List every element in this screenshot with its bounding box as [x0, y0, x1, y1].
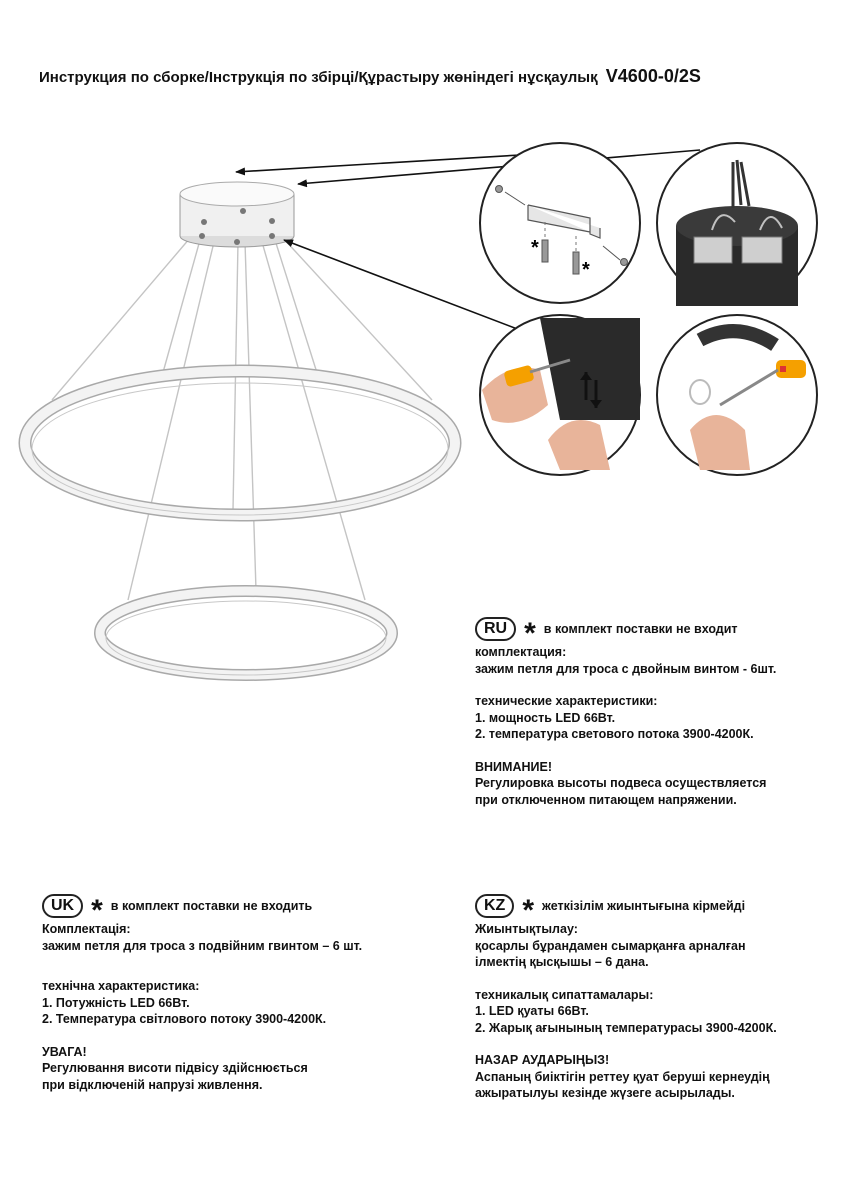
kz-spec-1: 1. LED қуаты 66Вт.: [475, 1004, 589, 1018]
ceiling-canopy: [180, 182, 294, 247]
ru-spec-2: 2. температура светового потока 3900-4200К.: [475, 727, 754, 741]
kz-spec-label: техникалық сипаттамалары:: [475, 987, 654, 1002]
detail-circle-driver: [657, 143, 817, 306]
uk-warn-1: Регулювання висоти підвісу здійснюється: [42, 1061, 308, 1075]
detail-circle-bracket: [480, 143, 640, 303]
uk-section: [42, 893, 362, 1093]
kz-kit-1: қосарлы бұрандамен сымарқанға арналған: [475, 938, 746, 953]
detail-circle-cable-loop: [657, 315, 817, 475]
bracket-star-1: *: [531, 237, 539, 259]
kz-warn-label: НАЗАР АУДАРЫҢЫЗ!: [475, 1053, 610, 1067]
ru-spec-label: технические характеристики:: [475, 694, 658, 708]
ru-note: в комплект поставки не входит: [543, 621, 738, 636]
kz-kit-2: ілмектің қысқышы – 6 дана.: [475, 955, 649, 969]
uk-star: *: [91, 894, 103, 927]
ru-star: *: [524, 617, 536, 650]
kz-warn-2: ажыратылуы кезінде жүзеге асырылады.: [475, 1086, 735, 1100]
ru-warn-1: Регулировка высоты подвеса осуществляется: [475, 776, 767, 790]
uk-spec-2: 2. Температура світлового потоку 3900-4200К.: [42, 1012, 327, 1026]
bracket-star-2: *: [582, 259, 590, 281]
uk-kit-label: Комплектація:: [42, 922, 131, 936]
kz-badge: KZ: [475, 894, 514, 918]
uk-warn-2: при відключеній напрузі живлення.: [42, 1077, 263, 1092]
kz-spec-2: 2. Жарық ағынының температурасы 3900-4200К.: [475, 1020, 777, 1035]
ru-spec-1: 1. мощность LED 66Вт.: [475, 710, 616, 725]
uk-spec-1: 1. Потужність LED 66Вт.: [42, 995, 190, 1010]
suspension-cables: [52, 238, 432, 600]
uk-note: в комплект поставки не входить: [110, 898, 313, 913]
uk-warn-label: УВАГА!: [42, 1044, 87, 1059]
uk-badge: UK: [42, 894, 83, 918]
kz-kit-label: Жиынтықтылау:: [475, 922, 578, 936]
model-number: V4600-0/2S: [605, 66, 701, 86]
ru-warn-2: при отключенном питающем напряжении.: [475, 792, 737, 807]
small-led-ring: [100, 591, 392, 675]
kz-section: [475, 893, 777, 1102]
ru-badge: RU: [475, 617, 516, 641]
kz-star: *: [522, 894, 535, 927]
ru-warn-label: ВНИМАНИЕ!: [475, 759, 552, 774]
large-led-ring: [25, 371, 455, 515]
title-text: Инструкция по сборке/Інструкція по збірці/Құрастыру жөніндегі нұсқаулық: [39, 69, 598, 86]
ru-kit-text: зажим петля для троса с двойным винтом - 6шт.: [475, 661, 777, 676]
uk-kit-text: зажим петля для троса з подвійним гвинтом – 6 шт.: [42, 938, 363, 953]
ru-section: [475, 616, 776, 808]
kz-warn-1: Аспаның биіктігін реттеу қуат беруші кернеудің: [475, 1069, 770, 1084]
kz-note: жеткізілім жиынтығына кірмейді: [542, 898, 746, 913]
ru-kit-label: комплектация:: [475, 645, 567, 659]
detail-circle-hand-screwdriver: [480, 315, 640, 475]
uk-spec-label: технічна характеристика:: [42, 979, 200, 993]
